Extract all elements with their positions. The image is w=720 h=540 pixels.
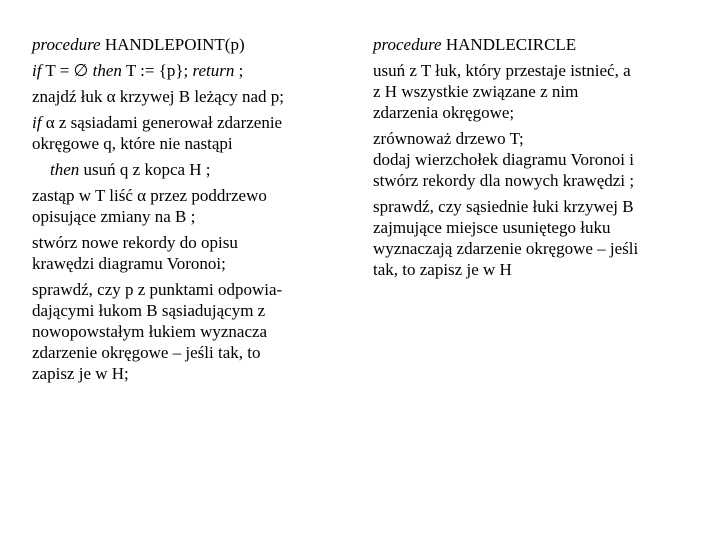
code-line: dającymi łukom B sąsiadującym z xyxy=(32,301,266,320)
keyword-if: if xyxy=(32,113,42,132)
code-line: sprawdź, czy sąsiednie łuki krzywej B xyxy=(373,197,634,216)
code-text: T := {p}; xyxy=(121,61,193,80)
keyword-then: then xyxy=(50,160,80,179)
code-line: zapisz je w H; xyxy=(32,364,129,383)
keyword-if: if xyxy=(32,61,42,80)
keyword-return: return xyxy=(192,61,235,80)
code-line: z H wszystkie związane z nim xyxy=(373,82,579,101)
procedure-header xyxy=(373,34,693,55)
code-text: T = ∅ xyxy=(41,61,93,80)
code-line xyxy=(32,112,342,133)
code-text: α z sąsiadami generował zdarzenie xyxy=(41,113,283,132)
handlecircle-procedure xyxy=(373,34,693,280)
code-line xyxy=(32,60,342,81)
code-line: zdarzenia okręgowe; xyxy=(373,103,515,122)
code-line: zastąp w T liść α przez poddrzewo xyxy=(32,186,267,205)
code-text: usuń q z kopca H ; xyxy=(79,160,211,179)
procedure-name: HANDLECIRCLE xyxy=(441,35,577,54)
code-line: zdarzenie okręgowe – jeśli tak, to xyxy=(32,343,261,362)
code-line: opisujące zmiany na B ; xyxy=(32,207,196,226)
keyword-then: then xyxy=(92,61,122,80)
code-line: nowopowstałym łukiem wyznacza xyxy=(32,322,268,341)
procedure-header xyxy=(32,34,342,55)
code-line: tak, to zapisz je w H xyxy=(373,260,512,279)
procedure-name: HANDLEPOINT(p) xyxy=(100,35,245,54)
code-line: okręgowe q, które nie nastąpi xyxy=(32,134,233,153)
code-line: dodaj wierzchołek diagramu Voronoi i xyxy=(373,150,634,169)
code-line: znajdź łuk α krzywej B leżący nad p; xyxy=(32,87,285,106)
code-line: zajmujące miejsce usuniętego łuku xyxy=(373,218,611,237)
code-line: sprawdź, czy p z punktami odpowia- xyxy=(32,280,283,299)
code-line: stwórz nowe rekordy do opisu xyxy=(32,233,238,252)
code-line: zrównoważ drzewo T; xyxy=(373,129,524,148)
code-line: krawędzi diagramu Voronoi; xyxy=(32,254,226,273)
code-text: ; xyxy=(234,61,244,80)
keyword-procedure: procedure xyxy=(32,35,101,54)
keyword-procedure: procedure xyxy=(373,35,442,54)
code-line: wyznaczają zdarzenie okręgowe – jeśli xyxy=(373,239,639,258)
handlepoint-procedure xyxy=(32,34,342,384)
code-line: stwórz rekordy dla nowych krawędzi ; xyxy=(373,171,635,190)
code-line: usuń z T łuk, który przestaje istnieć, a xyxy=(373,61,631,80)
code-line xyxy=(32,159,342,180)
